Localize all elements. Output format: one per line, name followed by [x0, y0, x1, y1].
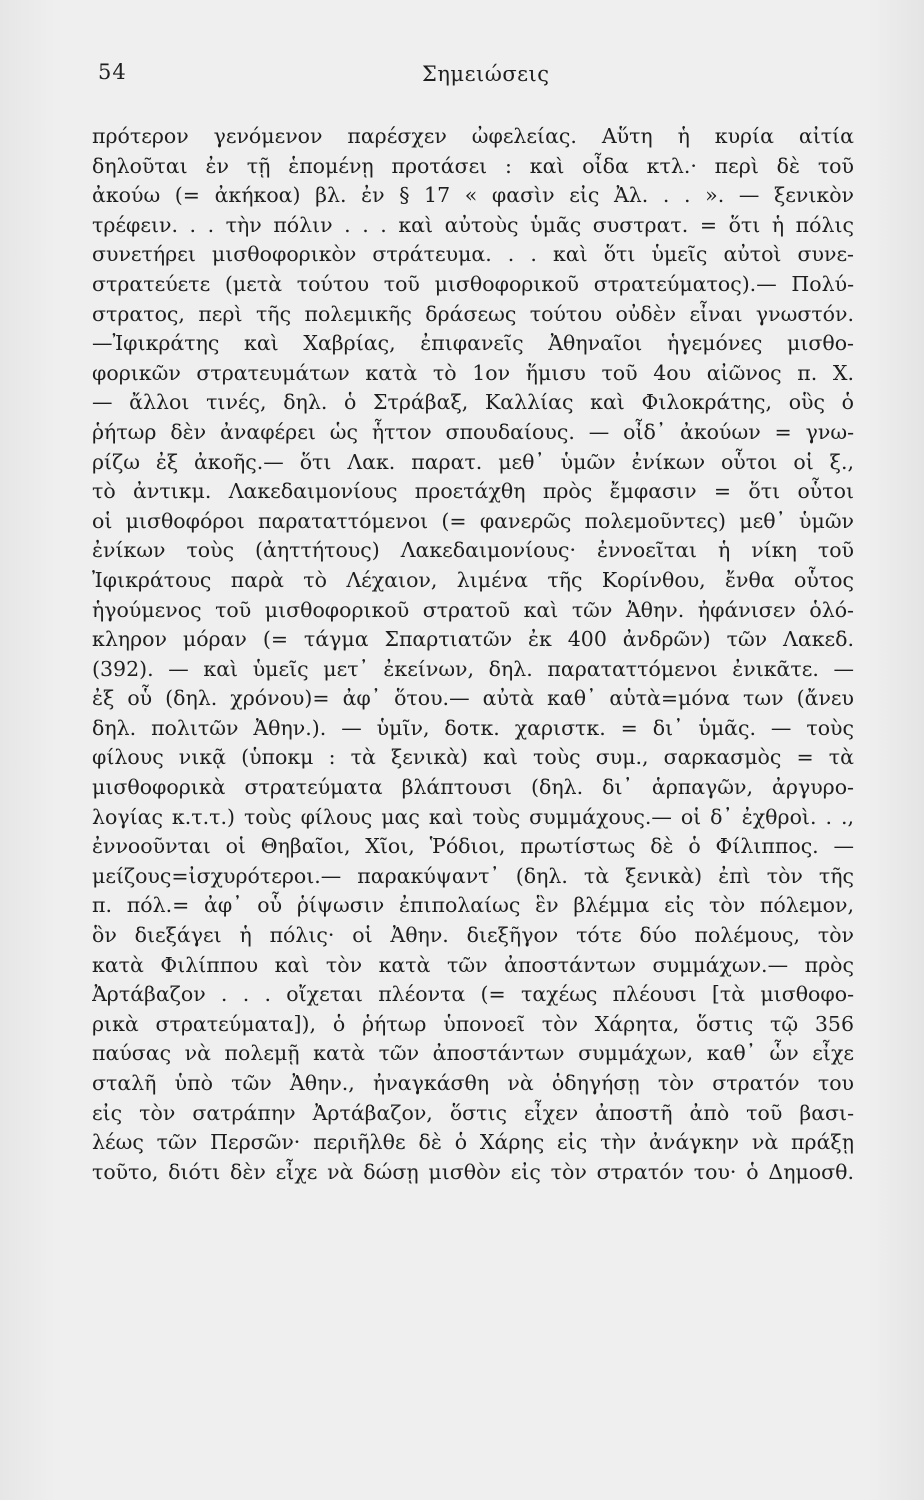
text-line: τὸ ἀντικμ. Λακεδαιμονίους προετάχθη πρὸς ἔμφασιν = ὅτι οὗτοι	[92, 479, 854, 504]
text-line: (392). — καὶ ὑμεῖς μετ᾽ ἐκείνων, δηλ. παραταττόμενοι ἐνικᾶτε. —	[92, 656, 854, 681]
text-line: δηλοῦται ἐν τῇ ἑπομένῃ προτάσει : καὶ οἶδα κτλ.· περὶ δὲ τοῦ	[92, 153, 854, 178]
text-line: φορικῶν στρατευμάτων κατὰ τὸ 1ον ἥμισυ τοῦ 4ου αἰῶνος π. Χ.	[92, 360, 854, 385]
text-line: ἐνίκων τοὺς (ἀηττήτους) Λακεδαιμονίους· ἐννοεῖται ἡ νίκη τοῦ	[92, 538, 854, 563]
text-line: ῥήτωρ δὲν ἀναφέρει ὡς ἧττον σπουδαίους. — οἶδ᾽ ἀκούων = γνω-	[92, 419, 854, 444]
text-line: κληρον μόραν (= τάγμα Σπαρτιατῶν ἐκ 400 ἀνδρῶν) τῶν Λακεδ.	[92, 627, 854, 652]
text-line: δηλ. πολιτῶν Ἀθην.). — ὑμῖν, δοτκ. χαριστκ. = δι᾽ ὑμᾶς. — τοὺς	[92, 715, 854, 740]
text-line: Ἰφικράτους παρὰ τὸ Λέχαιον, λιμένα τῆς Κορίνθου, ἔνθα οὗτος	[92, 567, 854, 592]
notes-body	[92, 122, 854, 1187]
text-line: τοῦτο, διότι δὲν εἶχε νὰ δώσῃ μισθὸν εἰς τὸν στρατόν του· ὁ Δημοσθ.	[92, 1159, 854, 1184]
text-line: ἀκούω (= ἀκήκοα) βλ. ἐν § 17 « φασὶν εἰς Ἀλ. . . ». — ξενικὸν	[92, 183, 854, 208]
text-line: ἐννοοῦνται οἱ Θηβαῖοι, Χῖοι, Ῥόδιοι, πρωτίστως δὲ ὁ Φίλιππος. —	[92, 834, 854, 859]
page-header	[92, 60, 852, 100]
text-line: τρέφειν. . . τὴν πόλιν . . . καὶ αὐτοὺς ὑμᾶς συστρατ. = ὅτι ἡ πόλις	[92, 212, 854, 237]
text-line: μισθοφορικὰ στρατεύματα βλάπτουσι (δηλ. δι᾽ ἁρπαγῶν, ἀργυρο-	[92, 775, 854, 800]
page-number: 54	[98, 60, 127, 84]
text-line: στρατος, περὶ τῆς πολεμικῆς δράσεως τούτου οὐδὲν εἶναι γνωστόν.	[92, 301, 854, 326]
text-line: π. πόλ.= ἀφ᾽ οὗ ῥίψωσιν ἐπιπολαίως ἓν βλέμμα εἰς τὸν πόλεμον,	[92, 893, 854, 918]
text-line: φίλους νικᾷ (ὑποκμ : τὰ ξενικὰ) καὶ τοὺς συμ., σαρκασμὸς = τὰ	[92, 745, 854, 770]
text-line: οἱ μισθοφόροι παραταττόμενοι (= φανερῶς πολεμοῦντες) μεθ᾽ ὑμῶν	[92, 508, 854, 533]
text-line: —Ἰφικράτης καὶ Χαβρίας, ἐπιφανεῖς Ἀθηναῖοι ἡγεμόνες μισθο-	[92, 331, 854, 356]
running-title: Σημειώσεις	[422, 62, 550, 86]
text-line: ἡγούμενος τοῦ μισθοφορικοῦ στρατοῦ καὶ τῶν Ἀθην. ἠφάνισεν ὁλό-	[92, 597, 854, 622]
text-line: σταλῆ ὑπὸ τῶν Ἀθην., ἠναγκάσθη νὰ ὁδηγήσῃ τὸν στρατόν του	[92, 1071, 854, 1095]
text-line: εἰς τὸν σατράπην Ἀρτάβαζον, ὅστις εἶχεν ἀποστῆ ἀπὸ τοῦ βασι-	[92, 1100, 854, 1125]
text-line: λογίας κ.τ.τ.) τοὺς φίλους μας καὶ τοὺς συμμάχους.— οἱ δ᾽ ἐχθροὶ. . .,	[92, 804, 854, 829]
text-line: ρίζω ἐξ ἀκοῆς.— ὅτι Λακ. παρατ. μεθ᾽ ὑμῶν ἐνίκων οὗτοι οἱ ξ.,	[92, 449, 854, 474]
text-line: ὃν διεξάγει ἡ πόλις· οἱ Ἀθην. διεξῆγον τότε δύο πολέμους, τὸν	[92, 923, 854, 948]
text-line: παύσας νὰ πολεμῇ κατὰ τῶν ἀποστάντων συμμάχων, καθ᾽ ὧν εἶχε	[92, 1041, 854, 1066]
text-line: λέως τῶν Περσῶν· περιῆλθε δὲ ὁ Χάρης εἰς τὴν ἀνάγκην νὰ πράξῃ	[92, 1130, 854, 1155]
text-line: — ἄλλοι τινές, δηλ. ὁ Στράβαξ, Καλλίας καὶ Φιλοκράτης, οὓς ὁ	[92, 390, 854, 415]
text-line: Ἀρτάβαζον . . . οἴχεται πλέοντα (= ταχέως πλέουσι [τὰ μισθοφο-	[92, 982, 854, 1007]
text-line: κατὰ Φιλίππου καὶ τὸν κατὰ τῶν ἀποστάντων συμμάχων.— πρὸς	[92, 952, 854, 977]
text-line: συνετήρει μισθοφορικὸν στράτευμα. . . καὶ ὅτι ὑμεῖς αὐτοὶ συνε-	[92, 242, 854, 267]
text-line: στρατεύετε (μετὰ τούτου τοῦ μισθοφορικοῦ στρατεύματος).— Πολύ-	[92, 271, 854, 296]
text-line: μείζους=ἰσχυρότεροι.— παρακύψαντ᾽ (δηλ. τὰ ξενικὰ) ἐπὶ τὸν τῆς	[92, 863, 854, 888]
text-line: ἐξ οὗ (δηλ. χρόνου)= ἀφ᾽ ὅτου.— αὐτὰ καθ᾽ αὑτὰ=μόνα των (ἄνευ	[92, 686, 854, 711]
text-line: πρότερον γενόμενον παρέσχεν ὠφελείας. Αὕτη ἡ κυρία αἰτία	[92, 124, 854, 148]
text-line: ρικὰ στρατεύματα]), ὁ ῥήτωρ ὑπονοεῖ τὸν Χάρητα, ὅστις τῷ 356	[92, 1011, 854, 1036]
